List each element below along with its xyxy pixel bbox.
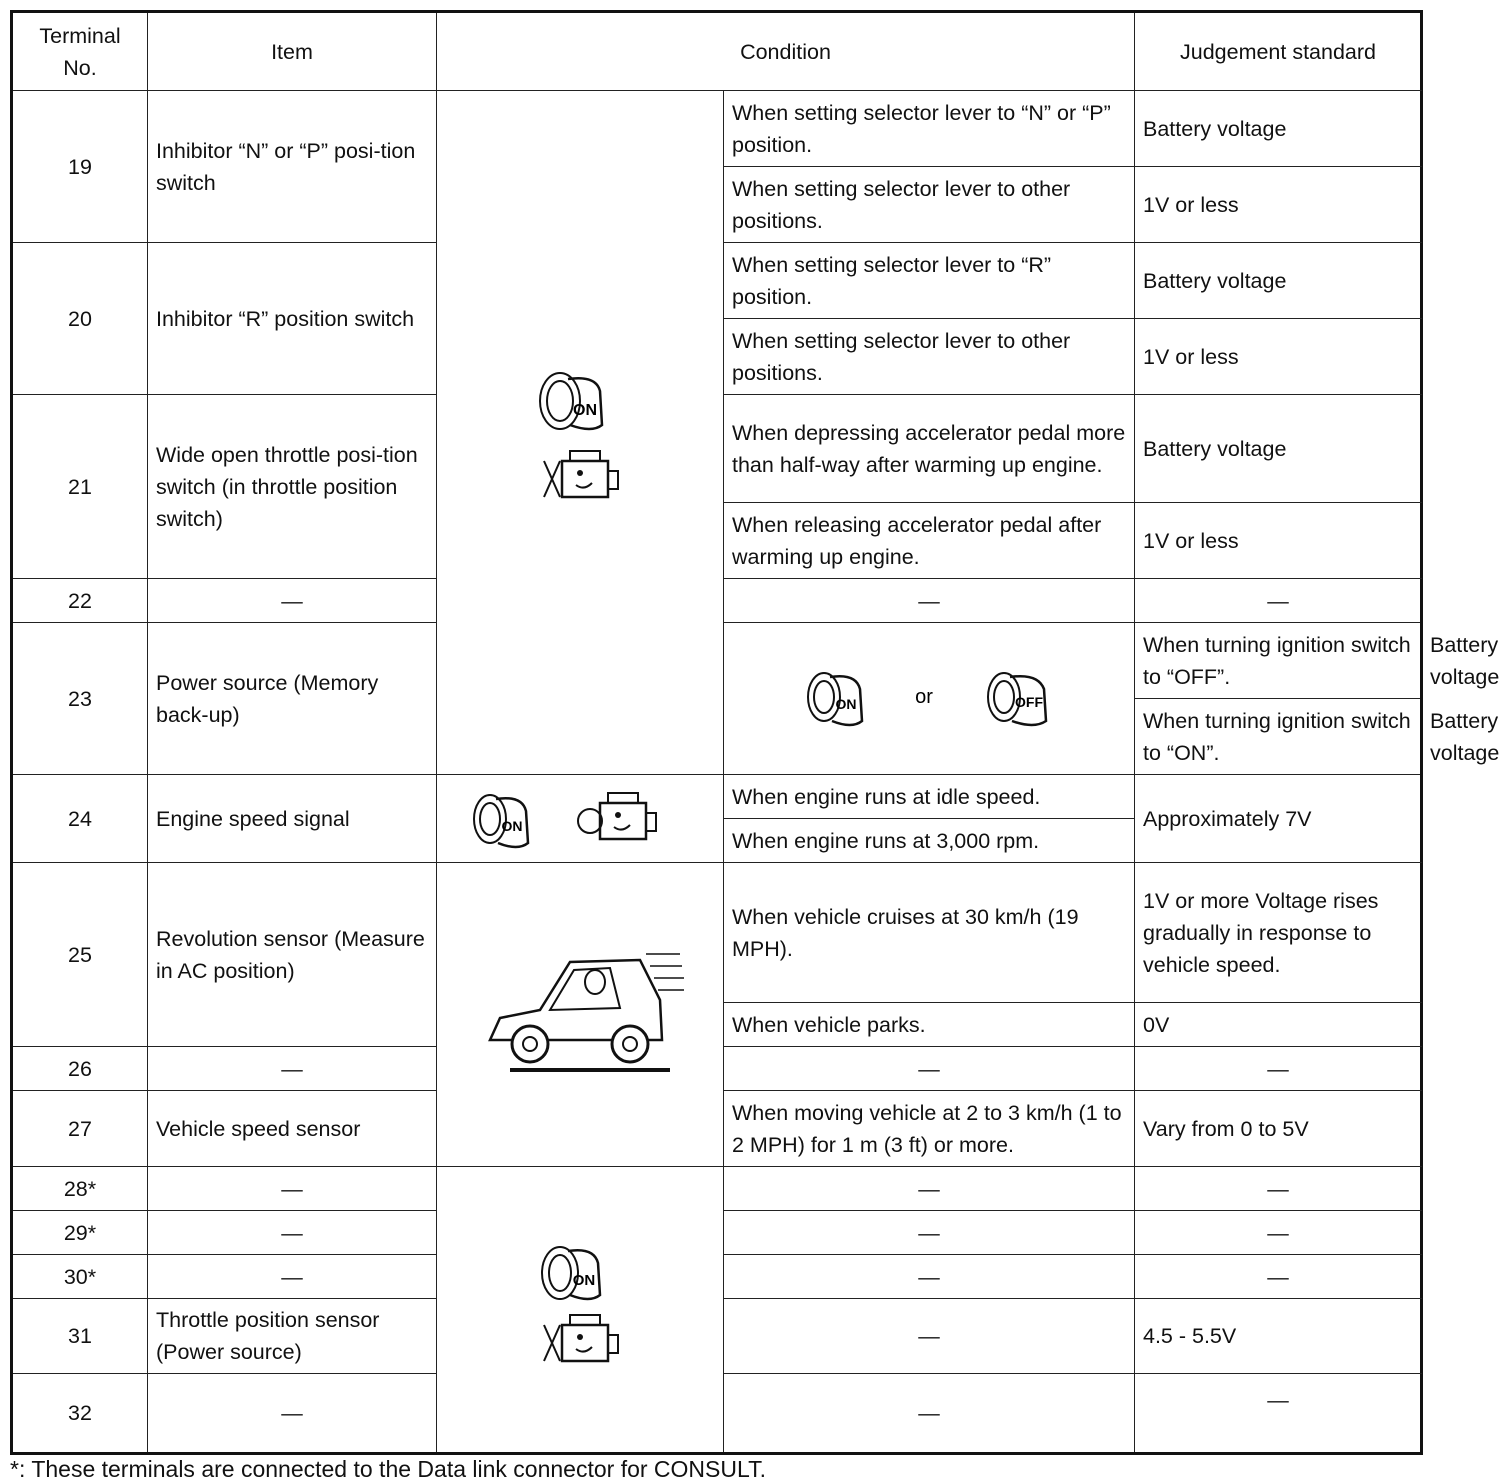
condition-icons-ign-engine bbox=[437, 91, 724, 775]
condition-cell: When vehicle cruises at 30 km/h (19 MPH). bbox=[724, 863, 1135, 1003]
condition-icons-on-off bbox=[724, 623, 1135, 775]
item-cell: — bbox=[148, 1047, 437, 1091]
condition-cell: When depressing accelerator pedal more than half-way after warming up engine. bbox=[724, 395, 1135, 503]
condition-icons-vehicle bbox=[437, 863, 724, 1167]
judgement-cell: — bbox=[1135, 1047, 1422, 1091]
header-condition: Condition bbox=[437, 12, 1135, 91]
item-cell: Revolution sensor (Measure in AC position) bbox=[148, 863, 437, 1047]
judgement-cell: 0V bbox=[1135, 1003, 1422, 1047]
table-row bbox=[12, 91, 1422, 167]
svg-text:OFF: OFF bbox=[1015, 693, 1043, 710]
item-cell: Inhibitor “N” or “P” posi-tion switch bbox=[148, 91, 437, 243]
condition-cell: When setting selector lever to other positions. bbox=[724, 319, 1135, 395]
judgement-cell: 1V or less bbox=[1135, 167, 1422, 243]
ignition-engine-icon bbox=[530, 333, 630, 533]
svg-text:or: or bbox=[915, 685, 933, 708]
condition-cell: When moving vehicle at 2 to 3 km/h (1 to 2 MPH) for 1 m (3 ft) or more. bbox=[724, 1091, 1135, 1167]
terminal-table bbox=[10, 10, 1499, 1455]
ignition-key-icon bbox=[540, 373, 602, 429]
svg-text:ON: ON bbox=[835, 695, 857, 712]
item-cell: Power source (Memory back-up) bbox=[148, 623, 437, 775]
item-cell: — bbox=[148, 1255, 437, 1299]
table-row bbox=[12, 1167, 1422, 1211]
table-row: 23 Power source (Memory back-up) ON or OFF When turning ignition switch to “OFF”. Battery voltage bbox=[12, 623, 1422, 699]
terminal-no: 30* bbox=[12, 1255, 148, 1299]
condition-cell: — bbox=[724, 1299, 1135, 1374]
header-judgement: Judgement standard bbox=[1135, 12, 1422, 91]
condition-cell: When turning ignition switch to “OFF”. bbox=[1135, 623, 1422, 699]
judgement-cell: 1V or less bbox=[1135, 319, 1422, 395]
condition-cell: — bbox=[724, 1047, 1135, 1091]
svg-text:ON: ON bbox=[572, 1271, 596, 1289]
condition-icons-ign-engine bbox=[437, 1167, 724, 1454]
condition-cell: When turning ignition switch to “ON”. bbox=[1135, 699, 1422, 775]
terminal-no: 28* bbox=[12, 1167, 148, 1211]
ignition-engine-icon bbox=[530, 1225, 630, 1395]
terminal-no: 26 bbox=[12, 1047, 148, 1091]
judgement-cell: — bbox=[1135, 1374, 1422, 1454]
engine-icon bbox=[544, 451, 618, 497]
item-cell: Inhibitor “R” position switch bbox=[148, 243, 437, 395]
condition-cell: When releasing accelerator pedal after warming up engine. bbox=[724, 503, 1135, 579]
judgement-cell: Approximately 7V bbox=[1135, 775, 1422, 863]
condition-cell: When setting selector lever to other positions. bbox=[724, 167, 1135, 243]
item-cell: — bbox=[148, 579, 437, 623]
vehicle-driving-icon bbox=[470, 940, 690, 1090]
terminal-no: 24 bbox=[12, 775, 148, 863]
terminal-no: 31 bbox=[12, 1299, 148, 1374]
svg-text:ON: ON bbox=[501, 817, 523, 834]
item-cell: Throttle position sensor (Power source) bbox=[148, 1299, 437, 1374]
judgement-cell: 1V or more Voltage rises gradually in response to vehicle speed. bbox=[1135, 863, 1422, 1003]
header-terminal: Terminal No. bbox=[12, 12, 148, 91]
engine-running-icon bbox=[578, 793, 656, 839]
condition-cell: When engine runs at idle speed. bbox=[724, 775, 1135, 819]
terminal-no: 22 bbox=[12, 579, 148, 623]
ignition-engine-running-icon bbox=[460, 779, 700, 859]
terminal-no: 20 bbox=[12, 243, 148, 395]
condition-icons-on-running bbox=[437, 775, 724, 863]
condition-cell: — bbox=[724, 1167, 1135, 1211]
item-cell: Engine speed signal bbox=[148, 775, 437, 863]
item-cell: — bbox=[148, 1374, 437, 1454]
condition-cell: — bbox=[724, 1255, 1135, 1299]
judgement-cell: 1V or less bbox=[1135, 503, 1422, 579]
item-cell: Wide open throttle posi-tion switch (in throttle position switch) bbox=[148, 395, 437, 579]
judgement-cell: — bbox=[1135, 1255, 1422, 1299]
terminal-no: 21 bbox=[12, 395, 148, 579]
header-item: Item bbox=[148, 12, 437, 91]
judgement-cell: — bbox=[1135, 1167, 1422, 1211]
condition-cell: — bbox=[724, 1211, 1135, 1255]
footnote: *: These terminals are connected to the Data link connector for CONSULT. bbox=[10, 1456, 766, 1482]
judgement-cell: Battery voltage bbox=[1135, 395, 1422, 503]
table-row bbox=[12, 775, 1422, 819]
ignition-on-icon bbox=[808, 673, 862, 725]
judgement-cell: Battery voltage bbox=[1135, 243, 1422, 319]
condition-cell: — bbox=[724, 579, 1135, 623]
table-row: When turning ignition switch to “ON”. Battery voltage bbox=[12, 699, 1422, 775]
ignition-on-or-off-icon bbox=[794, 659, 1064, 739]
judgement-cell: Vary from 0 to 5V bbox=[1135, 1091, 1422, 1167]
ignition-on-icon bbox=[474, 795, 528, 847]
judgement-cell: — bbox=[1135, 579, 1422, 623]
condition-cell: When setting selector lever to “R” position. bbox=[724, 243, 1135, 319]
judgement-cell: Battery voltage bbox=[1135, 91, 1422, 167]
terminal-no: 27 bbox=[12, 1091, 148, 1167]
condition-cell: When vehicle parks. bbox=[724, 1003, 1135, 1047]
table-row bbox=[12, 863, 1422, 1003]
terminal-no: 19 bbox=[12, 91, 148, 243]
judgement-cell: 4.5 - 5.5V bbox=[1135, 1299, 1422, 1374]
item-cell: — bbox=[148, 1167, 437, 1211]
engine-icon bbox=[544, 1315, 618, 1361]
terminal-no: 25 bbox=[12, 863, 148, 1047]
item-cell: Vehicle speed sensor bbox=[148, 1091, 437, 1167]
condition-cell: — bbox=[724, 1374, 1135, 1454]
condition-cell: When setting selector lever to “N” or “P” position. bbox=[724, 91, 1135, 167]
terminal-no: 23 bbox=[12, 623, 148, 775]
terminal-no: 32 bbox=[12, 1374, 148, 1454]
judgement-cell: — bbox=[1135, 1211, 1422, 1255]
svg-text:ON: ON bbox=[573, 401, 597, 419]
item-cell: — bbox=[148, 1211, 437, 1255]
ignition-off-icon bbox=[988, 673, 1046, 725]
condition-cell: When engine runs at 3,000 rpm. bbox=[724, 819, 1135, 863]
ignition-key-icon bbox=[542, 1247, 600, 1299]
terminal-no: 29* bbox=[12, 1211, 148, 1255]
